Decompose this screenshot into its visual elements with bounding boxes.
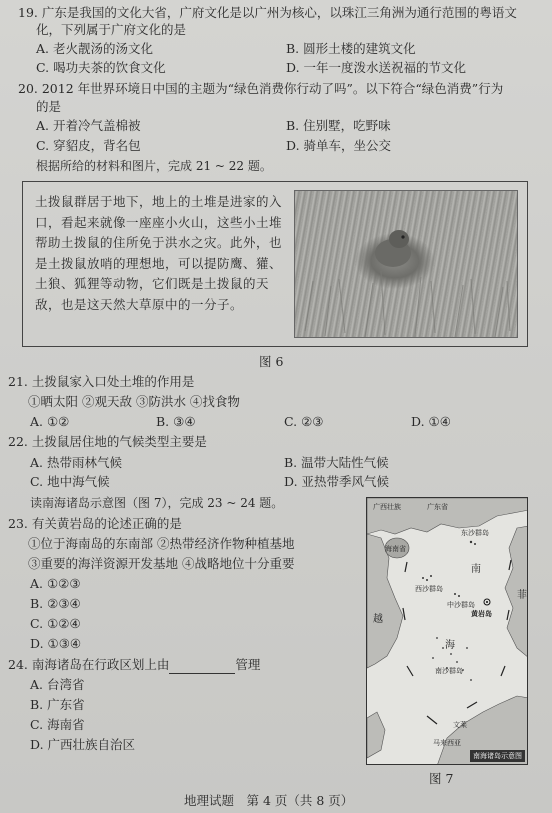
map-label-malaixiya: 马来西亚 — [433, 739, 461, 747]
q23-option-a: A. ①②③ — [30, 576, 81, 591]
q23-stem: 23. 有关黄岩岛的论述正确的是 — [8, 516, 182, 531]
map-label-hai: 海 — [445, 640, 455, 651]
q22-option-d: D. 亚热带季风气候 — [284, 474, 390, 489]
groundhog-illustration — [295, 191, 519, 339]
map-title: 南海诸岛示意图 — [470, 750, 525, 762]
q20-option-c: C. 穿貂皮，背名包 — [36, 138, 141, 153]
q20-option-d: D. 骑单车，坐公交 — [286, 138, 392, 153]
page-footer: 地理试题 第 4 页（共 8 页） — [184, 793, 354, 808]
q19-stem-line2: 化，下列属于广府文化的是 — [36, 22, 187, 37]
q19-stem-line1: 19. 广东是我国的文化大省，广府文化是以广州为核心，以珠江三角洲为通行范围的粤语文 — [18, 5, 517, 20]
q21-stem: 21. 土拨鼠家入口处土堆的作用是 — [8, 374, 195, 389]
figure-7-caption: 图 7 — [429, 771, 454, 786]
map-label-zhongsha: 中沙群岛 — [447, 601, 475, 609]
q20-option-a: A. 开着冷气盖棉被 — [36, 118, 141, 133]
q20-stem-line2: 的是 — [36, 99, 62, 114]
map-label-fei: 菲 — [517, 590, 527, 601]
q20-stem-line1: 20. 2012 年世界环境日中国的主题为“绿色消费你行动了吗”。以下符合“绿色消费”行为 — [18, 81, 504, 96]
map-label-xisha: 西沙群岛 — [415, 585, 443, 593]
map-label-nansha: 南沙群岛 — [435, 667, 463, 675]
map-label-yue: 越 — [373, 614, 383, 625]
q22-option-b: B. 温带大陆性气候 — [284, 455, 389, 470]
q24-blank — [169, 657, 235, 674]
figure-6-caption: 图 6 — [259, 354, 284, 369]
q20-option-b: B. 住别墅，吃野味 — [286, 118, 391, 133]
map-label-hainan: 海南省 — [385, 545, 406, 553]
south-china-sea-map — [366, 497, 528, 765]
q19-option-b: B. 圆形土楼的建筑文化 — [286, 41, 416, 56]
q19-option-c: C. 喝功夫茶的饮食文化 — [36, 60, 166, 75]
q21-option-d: D. ①④ — [411, 414, 451, 429]
q23-item-line1: ①位于海南岛的东南部 ②热带经济作物种植基地 — [28, 536, 295, 551]
map-label-guangxi: 广西壮族 — [373, 503, 401, 511]
q24-stem-pre: 24. 南海诸岛在行政区划上由 — [8, 657, 170, 672]
q22-option-c: C. 地中海气候 — [30, 474, 110, 489]
q21-option-a: A. ①② — [30, 414, 70, 429]
q24-option-c: C. 海南省 — [30, 717, 85, 732]
q19-option-a: A. 老火靓汤的汤文化 — [36, 41, 153, 56]
map-label-nan: 南 — [471, 564, 481, 575]
map-label-wenlai: 文莱 — [453, 721, 467, 729]
q23-option-c: C. ①②④ — [30, 616, 81, 631]
map-label-huangyan: 黄岩岛 — [471, 610, 492, 618]
intro-21-22: 根据所给的材料和图片，完成 21 ~ 22 题。 — [36, 159, 272, 173]
map-label-dongsha: 东沙群岛 — [461, 529, 489, 537]
q23-item-line2: ③重要的海洋资源开发基地 ④战略地位十分重要 — [28, 556, 295, 571]
q24-option-b: B. 广东省 — [30, 697, 85, 712]
q22-stem: 22. 土拨鼠居住地的气候类型主要是 — [8, 434, 207, 449]
q19-option-d: D. 一年一度泼水送祝福的节文化 — [286, 60, 467, 75]
groundhog-photo — [294, 190, 518, 338]
q22-option-a: A. 热带雨林气候 — [30, 455, 122, 470]
q24-option-d: D. 广西壮族自治区 — [30, 737, 136, 752]
q21-option-b: B. ③④ — [156, 414, 196, 429]
q21-items: ①晒太阳 ②观天敌 ③防洪水 ④找食物 — [28, 394, 240, 409]
q23-option-d: D. ①③④ — [30, 636, 82, 651]
map-label-guangdong: 广东省 — [427, 503, 448, 511]
passage-text: 土拨鼠群居于地下，地上的土堆是进家的入口，看起来就像一座座小火山，这些小土堆帮助土拨鼠的住所免于洪水之灾。此外，也是土拨鼠放哨的理想地，可以提防鹰、獾、土狼、狐狸等动物，它们既是土拨鼠的天敌，也是这天然大草原中的一分子。 — [35, 194, 283, 312]
q24-option-a: A. 台湾省 — [30, 677, 85, 692]
map-shapes — [367, 498, 528, 765]
q23-option-b: B. ②③④ — [30, 596, 81, 611]
q24-stem-post: 管理 — [235, 657, 261, 672]
passage-box — [22, 181, 528, 347]
q21-option-c: C. ②③ — [284, 414, 324, 429]
intro-23-24: 读南海诸岛示意图（图 7），完成 23 ~ 24 题。 — [30, 496, 284, 510]
q24-stem — [8, 657, 260, 674]
